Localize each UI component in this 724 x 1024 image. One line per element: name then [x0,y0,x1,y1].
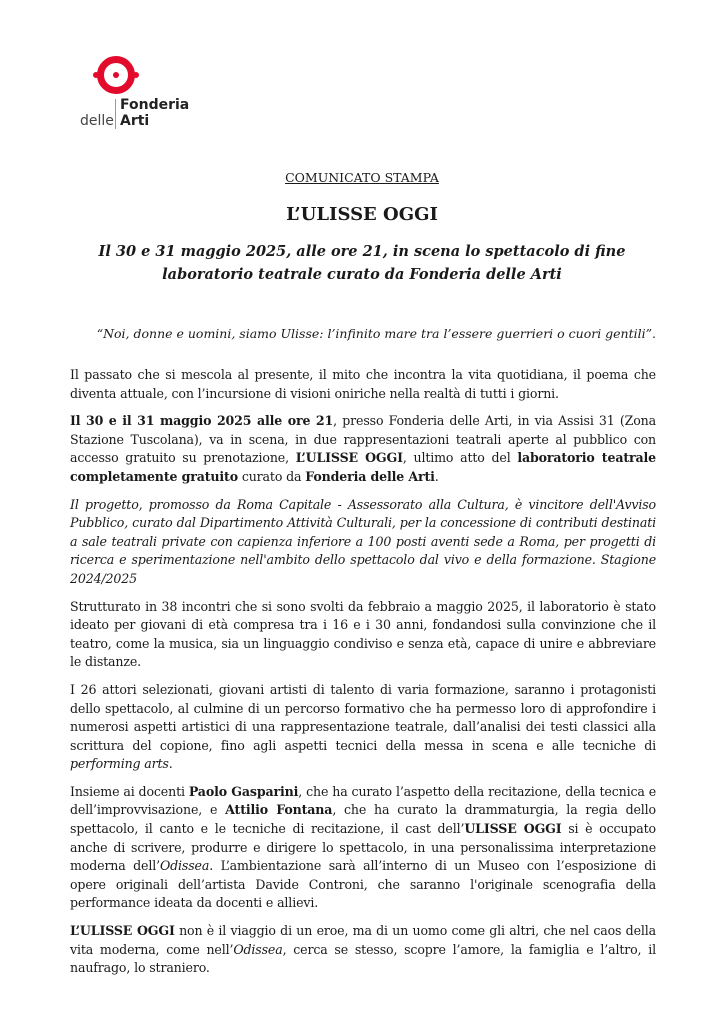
text-run: . [168,756,173,772]
body-paragraph [70,922,656,978]
text-run: I 26 attori selezionati, giovani artisti di talento di varia formazione, saranno i protagonisti dello spettacolo, al culmine di un percorso formativo che ha permesso loro di approfondire i numerosi aspetti artistici di una rappresentazione teatrale, dall’analisi dei testi classici alla scrittura del copione, fino agli aspetti tecnici della messa in scena e alle tecniche di [70,681,656,753]
body-paragraph [70,496,656,589]
text-run: , che ha curato la drammaturgia, la regia dello spettacolo, il canto e le tecniche di recitazione, il cast dell’ [70,802,656,837]
italic-text: Odissea [159,858,210,874]
italic-text: Il progetto, promosso da Roma Capitale - Assessorato alla Cultura, è vincitore dell'Avviso Pubblico, curato dal Dipartimento Attività Culturali, per la concessione di contributi destinati a sale teatrali private con capienza inferiore a 100 posti aventi sede a Roma, per progetti di ricerca e sperimentazione nell'ambito dello spettacolo dal vivo e della formazione. Stagione 2024/2025 [70,496,656,586]
text-run: si è occupato anche di scrivere, produrre e dirigere lo spettacolo, in una personalissima interpretazione moderna dell’ [70,821,656,874]
logo-text-arti: Arti [120,113,150,129]
document-title: L’ULISSE OGGI [286,204,438,225]
bold-text: Attilio Fontana [225,802,333,818]
bold-text: ULISSE OGGI [464,821,562,837]
logo-text-fonderia: Fonderia [120,97,190,113]
bold-text: Fonderia delle Arti [305,468,435,484]
document-subtitle: Il 30 e 31 maggio 2025, alle ore 21, in scena lo spettacolo di fine laboratorio teatrale curato da Fonderia delle Arti [98,243,626,283]
document-body [70,366,656,987]
bold-text: laboratorio teatrale completamente gratuito [70,450,656,484]
logo-text-delle: delle [80,113,114,129]
bold-text: L’ULISSE OGGI [70,923,175,939]
fonderia-delle-arti-logo [80,56,200,136]
body-paragraph [70,366,656,403]
bold-text: Paolo Gasparini [188,783,299,799]
logo-divider [115,99,116,129]
body-paragraph [70,681,656,774]
text-run: Insieme ai docenti [70,783,189,799]
epigraph-quote: “Noi, donne e uomini, siamo Ulisse: l’infinito mare tra l’essere guerrieri o cuori gentili”. [96,326,656,341]
body-paragraph [70,412,656,486]
text-run: , presso Fonderia delle Arti, in via Assisi 31 (Zona Stazione Tuscolana), va in scena, in due rappresentazioni teatrali aperte al pubblico con accesso gratuito su prenotazione, [70,413,656,466]
logo-ring-icon [97,56,135,94]
body-paragraph [70,598,656,672]
text-run: . L’ambientazione sarà all’interno di un Museo con l’esposizione di opere originali dell’artista Davide Controni, che saranno l'originale scenografia della performance ideata da docenti e allievi. [70,858,656,911]
document-label: COMUNICATO STAMPA [285,170,439,185]
text-run: Il passato che si mescola al presente, il mito che incontra la vita quotidiana, il poema che diventa attuale, con l’incursione di visioni oniriche nella realtà di tutti i giorni. [70,367,656,401]
bold-text: Il 30 e il 31 maggio 2025 alle ore 21 [70,413,334,429]
text-run: Strutturato in 38 incontri che si sono svolti da febbraio a maggio 2025, il laboratorio è stato ideato per giovani di età compresa tra i 16 e i 30 anni, fondandosi sulla convinzione che il teatro, come la musica, sia un linguaggio condiviso e senza età, capace di unire e abbreviare le distanze. [70,598,656,670]
text-run: non è il viaggio di un eroe, ma di un uomo come gli altri, che nel caos della vita moderna, come nell’ [70,923,656,957]
text-run: , che ha curato l’aspetto della recitazione, della tecnica e dell’improvvisazione, e [70,783,656,818]
text-run: . [434,468,439,484]
italic-text: performing arts [70,756,169,772]
text-run: , cerca se stesso, scopre l’amore, la famiglia e l’altro, il naufrago, lo straniero. [70,941,656,976]
text-run: , ultimo atto del [402,450,518,466]
body-paragraph [70,783,656,913]
bold-text: L’ULISSE OGGI [295,450,403,466]
italic-text: Odissea [233,941,283,957]
text-run: curato da [237,468,306,484]
